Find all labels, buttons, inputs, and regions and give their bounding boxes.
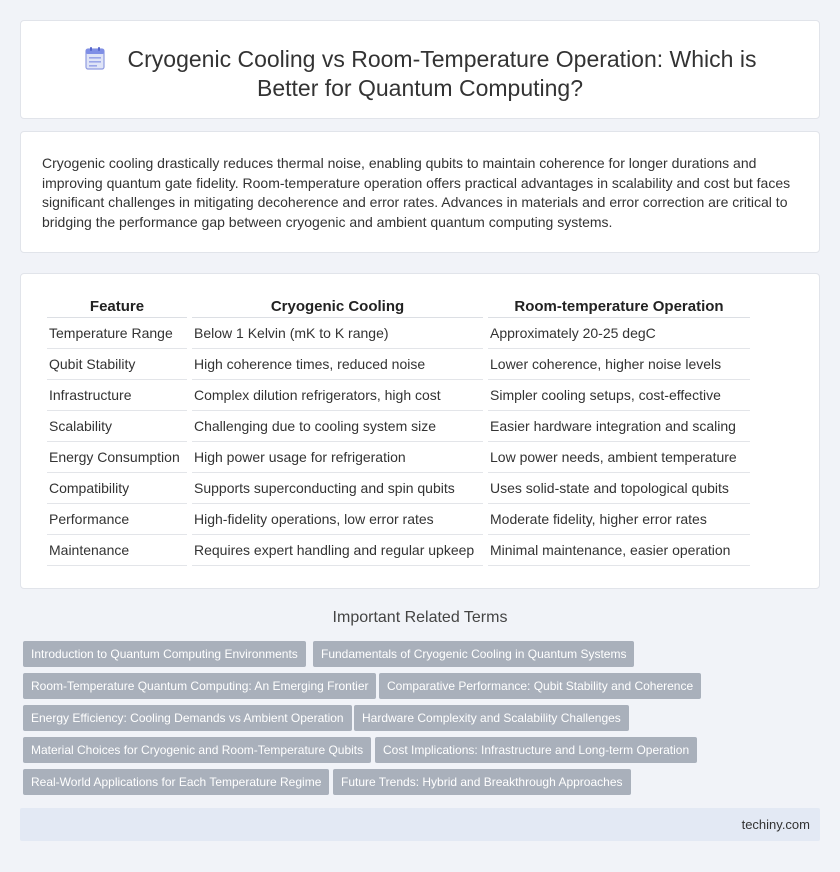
related-term-tag[interactable]: Room-Temperature Quantum Computing: An Emerging Frontier [23,673,376,699]
table-cell: Lower coherence, higher noise levels [488,349,750,380]
related-term-tag[interactable]: Fundamentals of Cryogenic Cooling in Quantum Systems [313,641,634,667]
related-term-tag[interactable]: Material Choices for Cryogenic and Room-Temperature Qubits [23,737,371,763]
table-cell: Approximately 20-25 degC [488,318,750,349]
footer [20,808,820,841]
table-cell: Complex dilution refrigerators, high cost [192,380,483,411]
table-row [47,535,750,566]
table-cell: Low power needs, ambient temperature [488,442,750,473]
table-cell: Below 1 Kelvin (mK to K range) [192,318,483,349]
table-cell: Energy Consumption [47,442,187,473]
comparison-card [20,273,820,589]
table-cell: Qubit Stability [47,349,187,380]
table-row [47,318,750,349]
table-row [47,504,750,535]
column-header: Cryogenic Cooling [192,297,483,318]
table-cell: Simpler cooling setups, cost-effective [488,380,750,411]
table-row [47,411,750,442]
table-cell: Easier hardware integration and scaling [488,411,750,442]
table-row [47,442,750,473]
table-cell: Uses solid-state and topological qubits [488,473,750,504]
related-term-tag[interactable]: Introduction to Quantum Computing Environments [23,641,306,667]
title-line-1: Cryogenic Cooling vs Room-Temperature Operation: Which is [127,46,757,72]
document-icon [84,46,106,70]
table-cell: Maintenance [47,535,187,566]
title-card [20,20,820,119]
related-term-tag[interactable]: Energy Efficiency: Cooling Demands vs Ambient Operation [23,705,352,731]
intro-paragraph: Cryogenic cooling drastically reduces thermal noise, enabling qubits to maintain coherence for longer durations and improving quantum gate fidelity. Room-temperature operation offers practical advantages in scalability and cost but faces significant challenges in mitigating decoherence and error rates. Advances in materials and error correction are critical to bridging the performance gap between cryogenic and ambient quantum computing systems. [42,155,791,230]
table-cell: High-fidelity operations, low error rates [192,504,483,535]
table-cell: Performance [47,504,187,535]
intro-card [20,131,820,253]
table-cell: High power usage for refrigeration [192,442,483,473]
footer-site-name: techiny.com [741,817,810,832]
comparison-table [42,297,755,566]
table-cell: Requires expert handling and regular upkeep [192,535,483,566]
title-line-2: Better for Quantum Computing? [257,75,583,101]
table-row [47,473,750,504]
related-terms-heading: Important Related Terms [332,609,508,626]
table-row [47,380,750,411]
related-term-tag[interactable]: Hardware Complexity and Scalability Challenges [354,705,629,731]
column-header: Feature [47,297,187,318]
table-cell: Temperature Range [47,318,187,349]
related-term-tag[interactable]: Real-World Applications for Each Temperature Regime [23,769,329,795]
table-header-row [47,297,750,318]
table-cell: Compatibility [47,473,187,504]
related-term-tag[interactable]: Comparative Performance: Qubit Stability and Coherence [379,673,701,699]
table-cell: Scalability [47,411,187,442]
table-cell: Minimal maintenance, easier operation [488,535,750,566]
table-cell: Moderate fidelity, higher error rates [488,504,750,535]
page-title [21,45,819,103]
table-cell: High coherence times, reduced noise [192,349,483,380]
related-term-tag[interactable]: Future Trends: Hybrid and Breakthrough Approaches [333,769,631,795]
column-header: Room-temperature Operation [488,297,750,318]
related-term-tag[interactable]: Cost Implications: Infrastructure and Long-term Operation [375,737,697,763]
table-cell: Infrastructure [47,380,187,411]
table-cell: Supports superconducting and spin qubits [192,473,483,504]
table-row [47,349,750,380]
table-cell: Challenging due to cooling system size [192,411,483,442]
